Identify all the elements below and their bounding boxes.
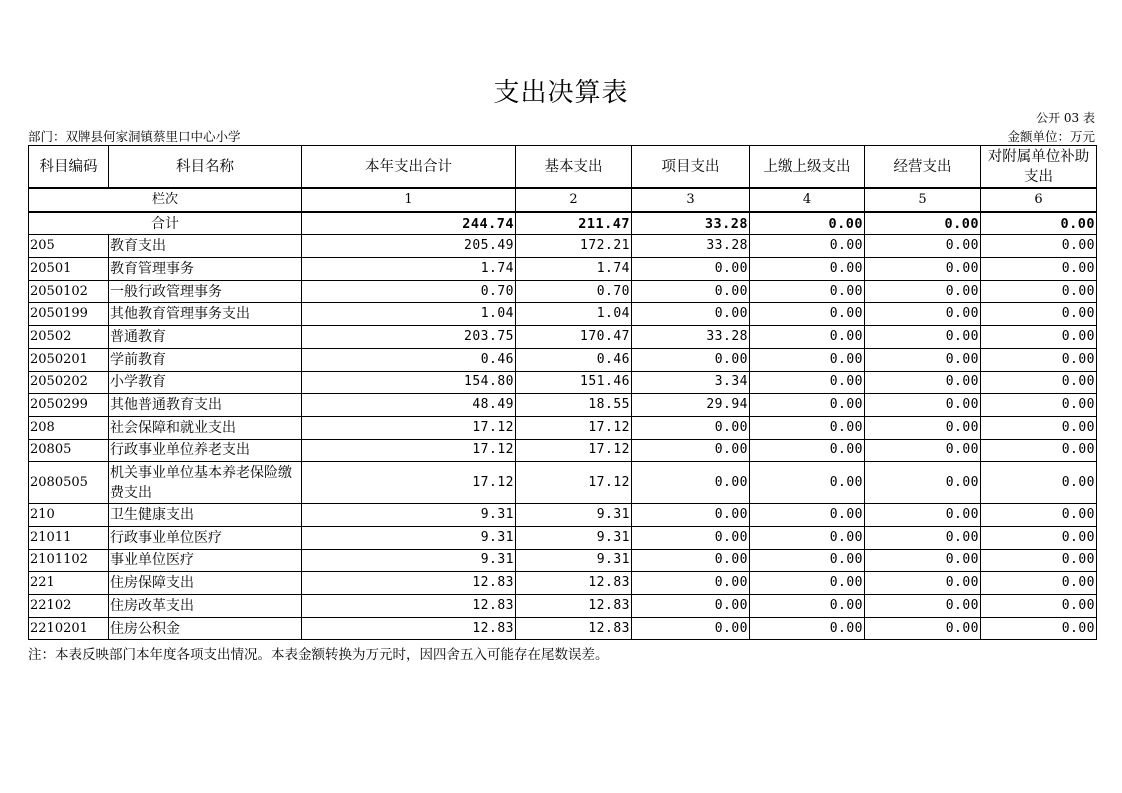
- amount-cell: 18.55: [516, 394, 632, 417]
- column-number: 1: [302, 188, 516, 212]
- amount-cell: 9.31: [516, 526, 632, 549]
- table-row: [29, 549, 1097, 572]
- amount-cell: 0.00: [750, 326, 865, 349]
- amount-cell: 0.00: [750, 303, 865, 326]
- amount-cell: 0.00: [750, 280, 865, 303]
- amount-cell: 0.00: [865, 462, 981, 504]
- amount-cell: 0.46: [302, 348, 516, 371]
- table-row: [29, 258, 1097, 281]
- subject-name: 住房公积金: [109, 617, 302, 640]
- table-row: [29, 572, 1097, 595]
- subject-name: 其他教育管理事务支出: [109, 303, 302, 326]
- amount-cell: 17.12: [516, 416, 632, 439]
- subject-name: 教育管理事务: [109, 258, 302, 281]
- amount-cell: 12.83: [516, 572, 632, 595]
- table-row: [29, 371, 1097, 394]
- amount-cell: 12.83: [302, 617, 516, 640]
- column-number: 6: [981, 188, 1097, 212]
- total-label: 合计: [29, 212, 302, 235]
- amount-cell: 0.70: [516, 280, 632, 303]
- header-project: 项目支出: [632, 146, 750, 189]
- subject-code: 205: [29, 235, 109, 258]
- amount-cell: 0.00: [750, 394, 865, 417]
- subject-name: 事业单位医疗: [109, 549, 302, 572]
- subject-code: 20502: [29, 326, 109, 349]
- table-row: [29, 462, 1097, 504]
- header-code: 科目编码: [29, 146, 109, 189]
- table-row: [29, 504, 1097, 527]
- amount-cell: 0.00: [865, 371, 981, 394]
- amount-cell: 0.70: [302, 280, 516, 303]
- amount-cell: 9.31: [302, 504, 516, 527]
- amount-cell: 9.31: [516, 549, 632, 572]
- amount-cell: 0.00: [865, 504, 981, 527]
- amount-cell: 9.31: [516, 504, 632, 527]
- header-upper: 上缴上级支出: [750, 146, 865, 189]
- amount-cell: 0.00: [981, 394, 1097, 417]
- subject-name: 普通教育: [109, 326, 302, 349]
- amount-cell: 0.00: [750, 439, 865, 462]
- amount-cell: 0.00: [981, 572, 1097, 595]
- column-number: 4: [750, 188, 865, 212]
- expenditure-table: [28, 145, 1097, 640]
- amount-cell: 48.49: [302, 394, 516, 417]
- amount-cell: 1.04: [516, 303, 632, 326]
- total-value: 0.00: [865, 212, 981, 235]
- amount-cell: 0.00: [632, 549, 750, 572]
- amount-cell: 0.00: [981, 326, 1097, 349]
- amount-cell: 1.74: [516, 258, 632, 281]
- amount-cell: 0.00: [632, 462, 750, 504]
- amount-cell: 0.00: [750, 526, 865, 549]
- amount-cell: 0.00: [632, 617, 750, 640]
- subject-name: 机关事业单位基本养老保险缴费支出: [109, 462, 302, 504]
- amount-cell: 0.00: [981, 439, 1097, 462]
- column-number: 3: [632, 188, 750, 212]
- total-value: 211.47: [516, 212, 632, 235]
- amount-cell: 9.31: [302, 549, 516, 572]
- amount-cell: 1.74: [302, 258, 516, 281]
- table-row: [29, 439, 1097, 462]
- amount-cell: 3.34: [632, 371, 750, 394]
- amount-cell: 0.00: [981, 526, 1097, 549]
- amount-cell: 0.00: [981, 280, 1097, 303]
- subject-code: 221: [29, 572, 109, 595]
- amount-cell: 0.00: [750, 371, 865, 394]
- amount-cell: 17.12: [302, 462, 516, 504]
- amount-cell: 0.00: [865, 326, 981, 349]
- total-value: 244.74: [302, 212, 516, 235]
- total-value: 0.00: [981, 212, 1097, 235]
- table-row: [29, 526, 1097, 549]
- amount-cell: 12.83: [516, 617, 632, 640]
- column-number: 2: [516, 188, 632, 212]
- subject-name: 学前教育: [109, 348, 302, 371]
- subject-name: 卫生健康支出: [109, 504, 302, 527]
- form-code-label: 公开 03 表: [1036, 111, 1095, 125]
- amount-cell: 0.00: [750, 595, 865, 618]
- amount-cell: 17.12: [302, 439, 516, 462]
- amount-cell: 12.83: [302, 572, 516, 595]
- subject-name: 行政事业单位养老支出: [109, 439, 302, 462]
- amount-cell: 0.00: [865, 280, 981, 303]
- subject-name: 其他普通教育支出: [109, 394, 302, 417]
- subject-name: 小学教育: [109, 371, 302, 394]
- amount-cell: 0.46: [516, 348, 632, 371]
- amount-cell: 0.00: [750, 348, 865, 371]
- total-row: [29, 212, 1097, 235]
- table-row: [29, 416, 1097, 439]
- amount-cell: 205.49: [302, 235, 516, 258]
- subject-name: 住房保障支出: [109, 572, 302, 595]
- header-business: 经营支出: [865, 146, 981, 189]
- column-number-label: 栏次: [29, 188, 302, 212]
- subject-code: 208: [29, 416, 109, 439]
- table-row: [29, 235, 1097, 258]
- amount-cell: 0.00: [632, 280, 750, 303]
- amount-cell: 12.83: [516, 595, 632, 618]
- amount-cell: 0.00: [750, 549, 865, 572]
- amount-cell: 0.00: [865, 549, 981, 572]
- subject-code: 2210201: [29, 617, 109, 640]
- amount-cell: 12.83: [302, 595, 516, 618]
- amount-cell: 0.00: [865, 595, 981, 618]
- amount-cell: 0.00: [865, 526, 981, 549]
- column-number-row: [29, 188, 1097, 212]
- department-label: 部门：双牌县何家洞镇蔡里口中心小学: [28, 129, 241, 144]
- amount-cell: 151.46: [516, 371, 632, 394]
- subject-code: 2050199: [29, 303, 109, 326]
- subject-code: 2050202: [29, 371, 109, 394]
- table-row: [29, 617, 1097, 640]
- subject-name: 行政事业单位医疗: [109, 526, 302, 549]
- amount-cell: 33.28: [632, 326, 750, 349]
- subject-code: 2101102: [29, 549, 109, 572]
- amount-cell: 0.00: [865, 572, 981, 595]
- department-info-row: [28, 127, 1095, 145]
- amount-cell: 0.00: [750, 572, 865, 595]
- amount-cell: 0.00: [981, 595, 1097, 618]
- header-basic: 基本支出: [516, 146, 632, 189]
- amount-cell: 0.00: [865, 439, 981, 462]
- subject-name: 教育支出: [109, 235, 302, 258]
- amount-cell: 0.00: [981, 348, 1097, 371]
- amount-cell: 29.94: [632, 394, 750, 417]
- amount-cell: 0.00: [981, 617, 1097, 640]
- amount-cell: 0.00: [632, 526, 750, 549]
- subject-code: 2050299: [29, 394, 109, 417]
- page-title: 支出决算表: [493, 78, 629, 108]
- subject-code: 20501: [29, 258, 109, 281]
- header-total: 本年支出合计: [302, 146, 516, 189]
- amount-cell: 0.00: [981, 549, 1097, 572]
- footnote: 注：本表反映部门本年度各项支出情况。本表金额转换为万元时，因四舍五入可能存在尾数误差。: [28, 647, 609, 663]
- table-row: [29, 303, 1097, 326]
- subject-name: 社会保障和就业支出: [109, 416, 302, 439]
- amount-cell: 0.00: [750, 617, 865, 640]
- amount-cell: 0.00: [865, 348, 981, 371]
- amount-cell: 0.00: [632, 303, 750, 326]
- amount-cell: 154.80: [302, 371, 516, 394]
- amount-cell: 17.12: [302, 416, 516, 439]
- table-row: [29, 595, 1097, 618]
- amount-cell: 0.00: [632, 258, 750, 281]
- amount-cell: 17.12: [516, 439, 632, 462]
- amount-cell: 0.00: [981, 235, 1097, 258]
- amount-cell: 0.00: [865, 416, 981, 439]
- amount-cell: 17.12: [516, 462, 632, 504]
- subject-name: 一般行政管理事务: [109, 280, 302, 303]
- column-number: 5: [865, 188, 981, 212]
- amount-cell: 170.47: [516, 326, 632, 349]
- amount-cell: 0.00: [981, 462, 1097, 504]
- table-row: [29, 394, 1097, 417]
- amount-cell: 0.00: [632, 572, 750, 595]
- amount-unit-label: 金额单位：万元: [1007, 129, 1095, 144]
- amount-cell: 0.00: [750, 258, 865, 281]
- amount-cell: 0.00: [632, 416, 750, 439]
- amount-cell: 0.00: [750, 462, 865, 504]
- amount-cell: 0.00: [750, 416, 865, 439]
- amount-cell: 33.28: [632, 235, 750, 258]
- amount-cell: 0.00: [865, 394, 981, 417]
- subject-code: 20805: [29, 439, 109, 462]
- total-value: 33.28: [632, 212, 750, 235]
- subject-code: 21011: [29, 526, 109, 549]
- amount-cell: 0.00: [981, 416, 1097, 439]
- amount-cell: 0.00: [865, 303, 981, 326]
- amount-cell: 0.00: [632, 504, 750, 527]
- subject-code: 210: [29, 504, 109, 527]
- table-row: [29, 280, 1097, 303]
- amount-cell: 0.00: [632, 595, 750, 618]
- subject-code: 2050102: [29, 280, 109, 303]
- table-row: [29, 326, 1097, 349]
- amount-cell: 172.21: [516, 235, 632, 258]
- amount-cell: 0.00: [981, 303, 1097, 326]
- amount-cell: 0.00: [981, 258, 1097, 281]
- amount-cell: 0.00: [750, 504, 865, 527]
- subject-code: 2080505: [29, 462, 109, 504]
- amount-cell: 0.00: [981, 504, 1097, 527]
- subject-code: 22102: [29, 595, 109, 618]
- amount-cell: 0.00: [865, 235, 981, 258]
- amount-cell: 0.00: [865, 617, 981, 640]
- amount-cell: 0.00: [981, 371, 1097, 394]
- amount-cell: 0.00: [632, 439, 750, 462]
- amount-cell: 0.00: [632, 348, 750, 371]
- header-name: 科目名称: [109, 146, 302, 189]
- subject-code: 2050201: [29, 348, 109, 371]
- amount-cell: 203.75: [302, 326, 516, 349]
- table-header-row: [29, 146, 1097, 189]
- amount-cell: 0.00: [750, 235, 865, 258]
- subject-name: 住房改革支出: [109, 595, 302, 618]
- amount-cell: 0.00: [865, 258, 981, 281]
- amount-cell: 1.04: [302, 303, 516, 326]
- header-subsidy: 对附属单位补助支出: [981, 146, 1097, 189]
- total-value: 0.00: [750, 212, 865, 235]
- amount-cell: 9.31: [302, 526, 516, 549]
- table-row: [29, 348, 1097, 371]
